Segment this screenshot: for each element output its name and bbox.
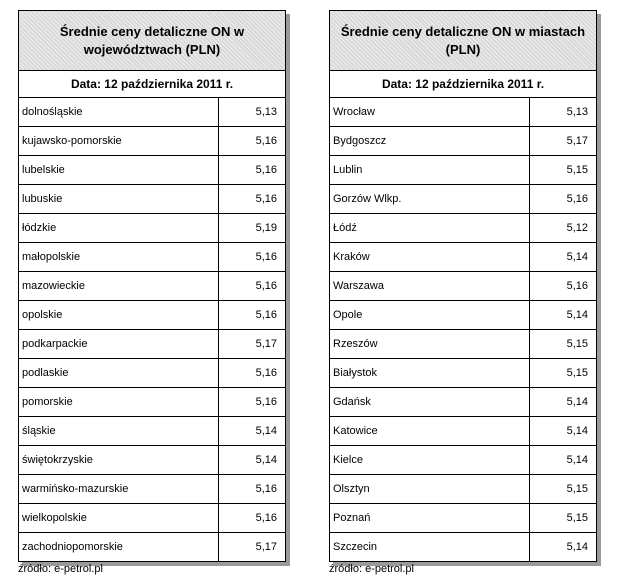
region-name-cell: mazowieckie — [19, 272, 219, 301]
region-name-cell: Kielce — [330, 446, 530, 475]
price-value-cell: 5,15 — [530, 475, 597, 504]
region-name-cell: Rzeszów — [330, 330, 530, 359]
table-row — [330, 214, 597, 243]
region-name-cell: Poznań — [330, 504, 530, 533]
region-name-cell: małopolskie — [19, 243, 219, 272]
price-value-cell: 5,16 — [530, 272, 597, 301]
table-row — [330, 98, 597, 127]
price-value-cell: 5,14 — [530, 533, 597, 562]
region-name-cell: Gdańsk — [330, 388, 530, 417]
table-row — [19, 156, 286, 185]
region-name-cell: śląskie — [19, 417, 219, 446]
table-row — [330, 475, 597, 504]
price-value-cell: 5,16 — [219, 156, 286, 185]
table-row — [330, 417, 597, 446]
region-name-cell: Katowice — [330, 417, 530, 446]
price-value-cell: 5,19 — [219, 214, 286, 243]
table-row — [330, 185, 597, 214]
table-row — [330, 388, 597, 417]
price-value-cell: 5,16 — [219, 388, 286, 417]
region-name-cell: wielkopolskie — [19, 504, 219, 533]
price-value-cell: 5,16 — [219, 243, 286, 272]
table-row — [19, 185, 286, 214]
table-row — [330, 243, 597, 272]
region-name-cell: łódzkie — [19, 214, 219, 243]
table-row — [19, 330, 286, 359]
region-name-cell: świętokrzyskie — [19, 446, 219, 475]
price-value-cell: 5,16 — [219, 504, 286, 533]
table-row — [330, 446, 597, 475]
price-value-cell: 5,12 — [530, 214, 597, 243]
region-name-cell: Lublin — [330, 156, 530, 185]
table-row — [19, 98, 286, 127]
table-row — [19, 388, 286, 417]
region-name-cell: warmińsko-mazurskie — [19, 475, 219, 504]
price-value-cell: 5,16 — [219, 475, 286, 504]
table-row — [330, 330, 597, 359]
table-row — [19, 359, 286, 388]
table-row — [19, 446, 286, 475]
table-row — [19, 533, 286, 562]
city-table-body — [330, 98, 597, 562]
table-row — [330, 127, 597, 156]
region-name-cell: dolnośląskie — [19, 98, 219, 127]
price-value-cell: 5,15 — [530, 504, 597, 533]
region-name-cell: Szczecin — [330, 533, 530, 562]
region-name-cell: pomorskie — [19, 388, 219, 417]
region-name-cell: Warszawa — [330, 272, 530, 301]
price-value-cell: 5,14 — [219, 446, 286, 475]
region-name-cell: podkarpackie — [19, 330, 219, 359]
table-row — [330, 533, 597, 562]
price-value-cell: 5,13 — [530, 98, 597, 127]
price-value-cell: 5,16 — [219, 185, 286, 214]
region-name-cell: Wrocław — [330, 98, 530, 127]
region-name-cell: kujawsko-pomorskie — [19, 127, 219, 156]
city-price-table — [329, 10, 597, 562]
region-name-cell: Gorzów Wlkp. — [330, 185, 530, 214]
price-value-cell: 5,14 — [530, 301, 597, 330]
price-value-cell: 5,17 — [219, 533, 286, 562]
region-name-cell: podlaskie — [19, 359, 219, 388]
price-value-cell: 5,16 — [219, 272, 286, 301]
price-value-cell: 5,14 — [530, 417, 597, 446]
region-name-cell: Bydgoszcz — [330, 127, 530, 156]
region-name-cell: lubuskie — [19, 185, 219, 214]
region-name-cell: Białystok — [330, 359, 530, 388]
table-row — [19, 214, 286, 243]
price-value-cell: 5,14 — [530, 446, 597, 475]
price-value-cell: 5,16 — [219, 127, 286, 156]
price-value-cell: 5,14 — [219, 417, 286, 446]
region-name-cell: Kraków — [330, 243, 530, 272]
voivodeship-price-table — [18, 10, 286, 562]
price-value-cell: 5,17 — [219, 330, 286, 359]
price-value-cell: 5,15 — [530, 359, 597, 388]
region-name-cell: Opole — [330, 301, 530, 330]
voivodeship-table-body — [19, 98, 286, 562]
price-value-cell: 5,16 — [219, 359, 286, 388]
city-source-note: źródło: e-petrol.pl — [329, 563, 414, 575]
table-row — [330, 301, 597, 330]
table-row — [330, 359, 597, 388]
region-name-cell: Olsztyn — [330, 475, 530, 504]
voivodeship-table-date: Data: 12 października 2011 r. — [19, 71, 286, 98]
price-value-cell: 5,13 — [219, 98, 286, 127]
table-row — [19, 417, 286, 446]
region-name-cell: lubelskie — [19, 156, 219, 185]
voivodeship-source-note: źródło: e-petrol.pl — [18, 563, 103, 575]
region-name-cell: opolskie — [19, 301, 219, 330]
price-value-cell: 5,15 — [530, 330, 597, 359]
price-value-cell: 5,15 — [530, 156, 597, 185]
city-table-date: Data: 12 października 2011 r. — [330, 71, 597, 98]
table-row — [19, 272, 286, 301]
region-name-cell: zachodniopomorskie — [19, 533, 219, 562]
price-value-cell: 5,14 — [530, 243, 597, 272]
table-row — [19, 243, 286, 272]
table-row — [330, 272, 597, 301]
city-table-title: Średnie ceny detaliczne ON w miastach (PLN) — [330, 11, 597, 71]
price-value-cell: 5,14 — [530, 388, 597, 417]
table-row — [19, 504, 286, 533]
table-row — [330, 156, 597, 185]
table-row — [19, 127, 286, 156]
table-row — [330, 504, 597, 533]
voivodeship-table-title: Średnie ceny detaliczne ON w województwach (PLN) — [19, 11, 286, 71]
table-row — [19, 475, 286, 504]
price-value-cell: 5,16 — [530, 185, 597, 214]
price-value-cell: 5,17 — [530, 127, 597, 156]
table-row — [19, 301, 286, 330]
region-name-cell: Łódź — [330, 214, 530, 243]
price-value-cell: 5,16 — [219, 301, 286, 330]
